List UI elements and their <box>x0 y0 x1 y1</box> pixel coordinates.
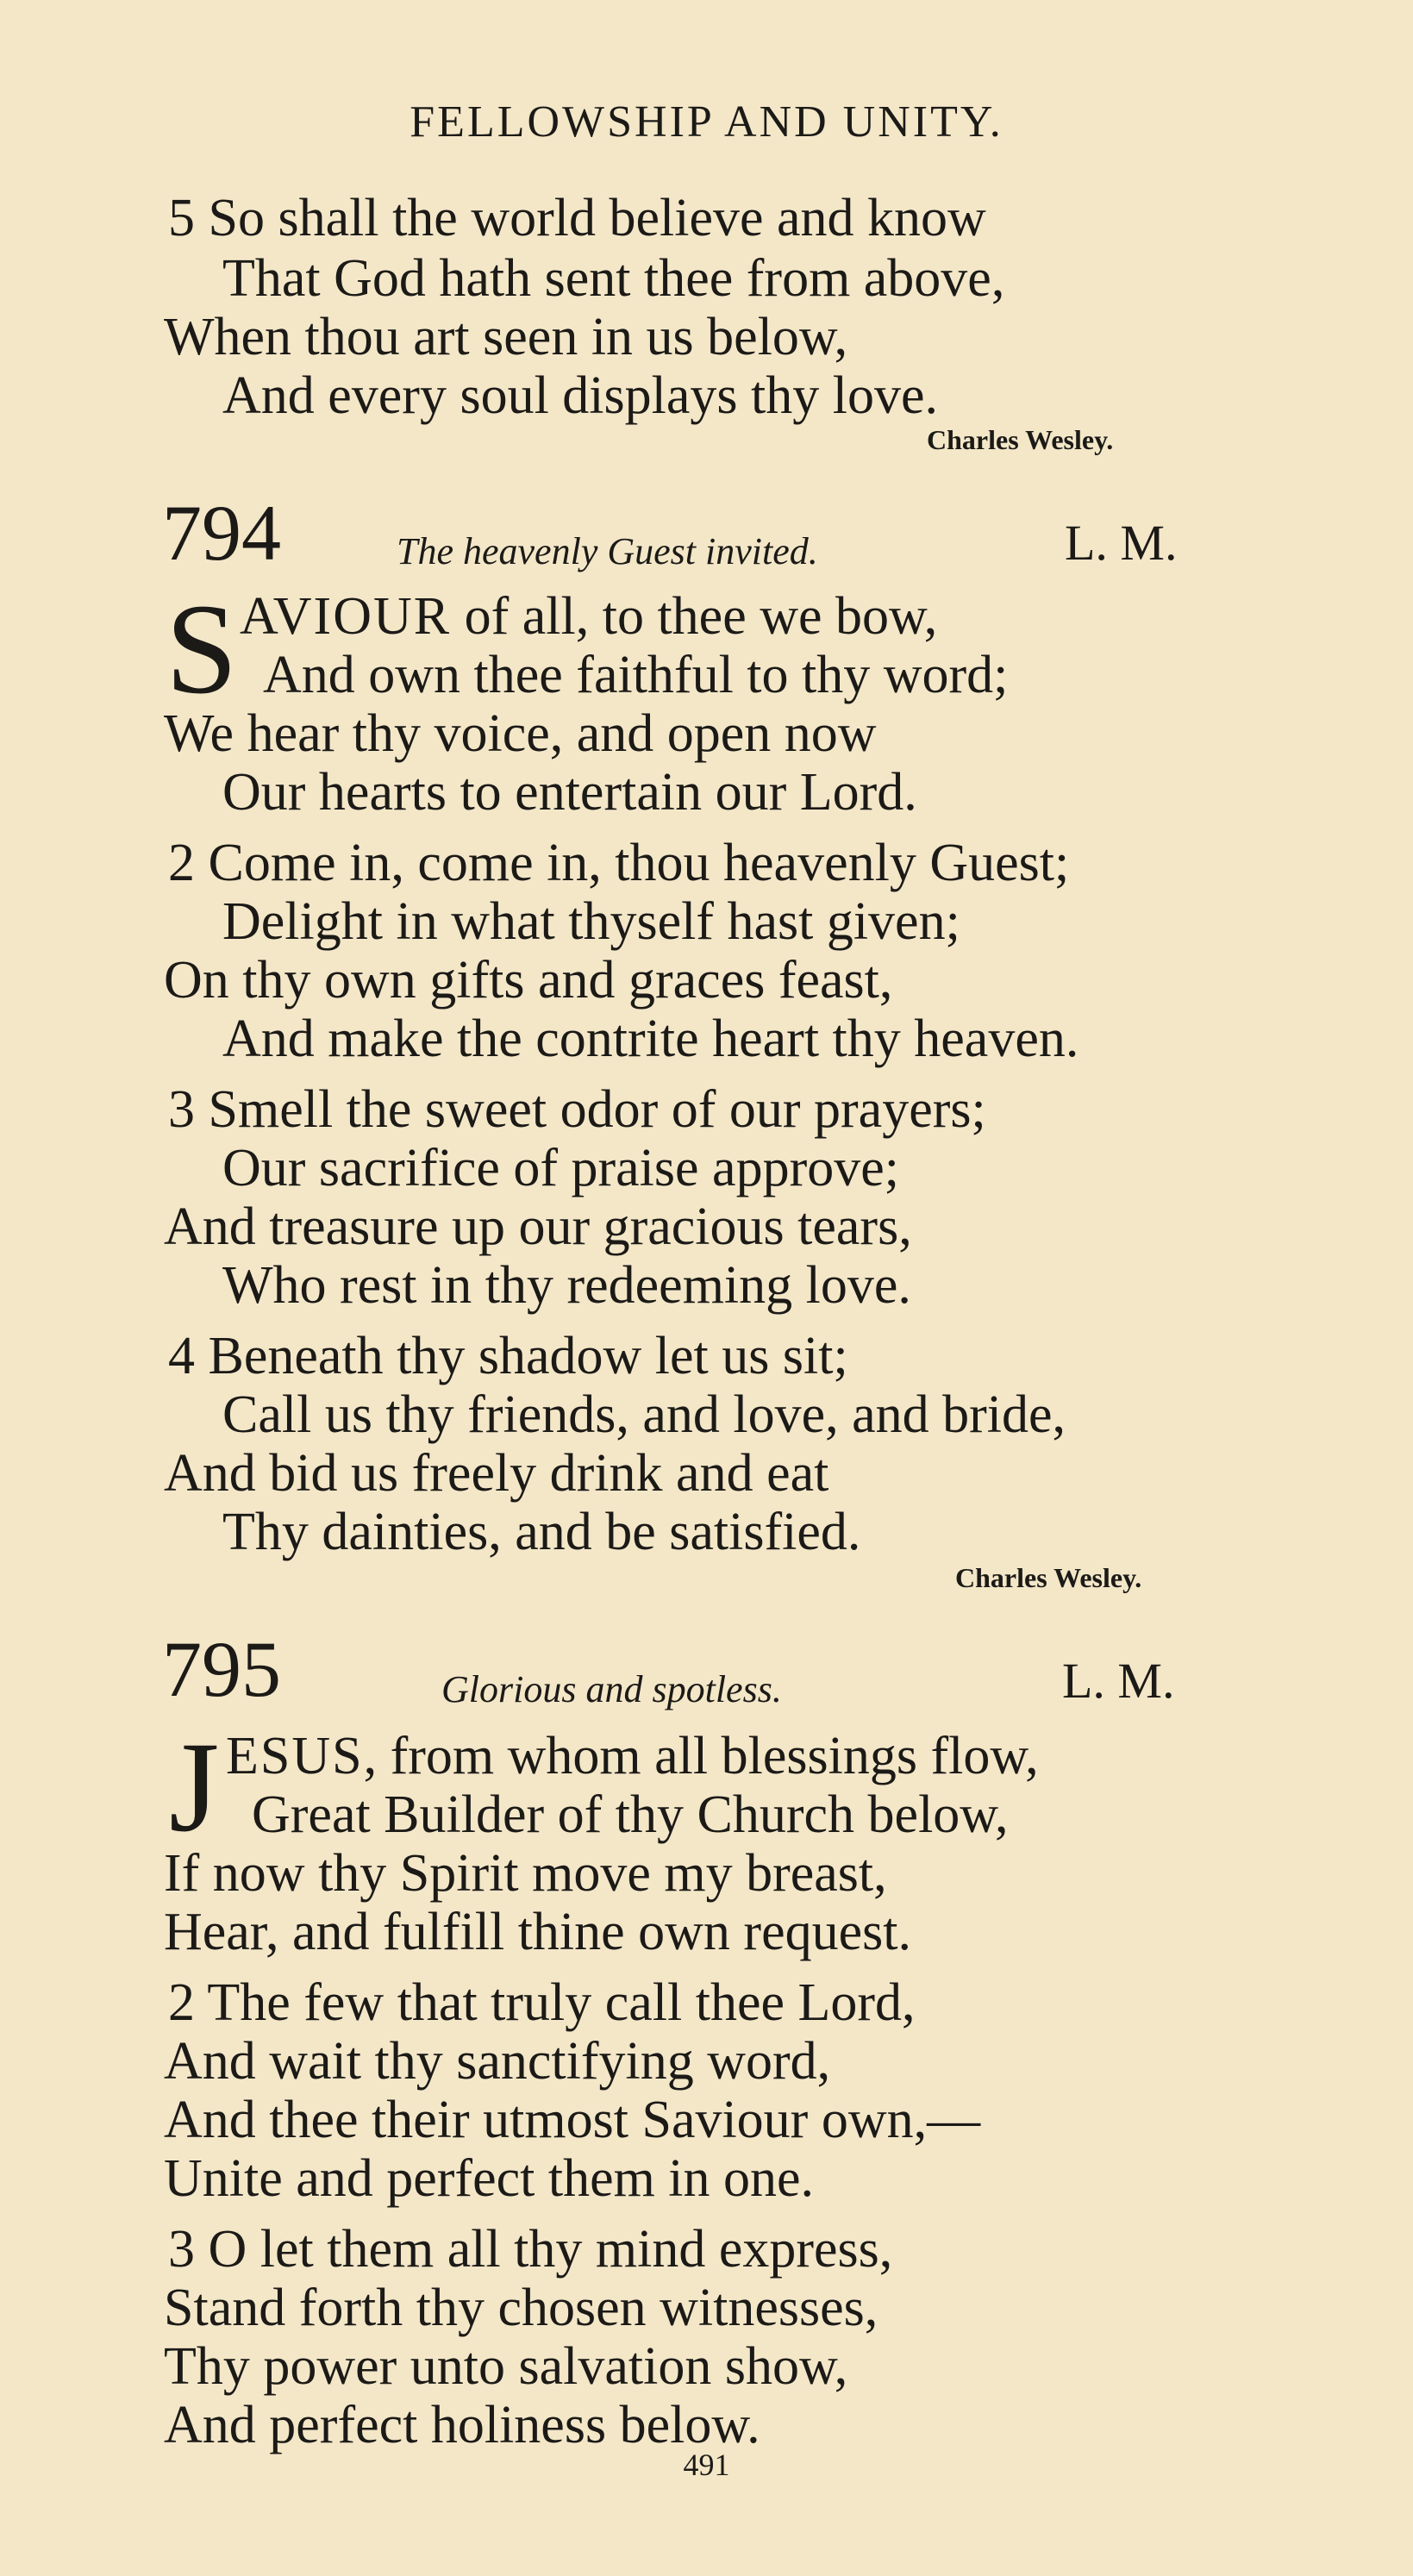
verse-line: Delight in what thyself hast given; <box>222 892 960 951</box>
hymn-number: 794 <box>162 489 281 577</box>
verse-line: And thee their utmost Saviour own,— <box>164 2091 981 2149</box>
verse-line: Thy dainties, and be satisfied. <box>222 1503 861 1561</box>
verse-line: If now thy Spirit move my breast, <box>164 1844 887 1903</box>
verse-line: And perfect holiness below. <box>164 2396 760 2454</box>
page-number: 491 <box>683 2448 730 2482</box>
hymn-title: The heavenly Guest invited. <box>397 530 818 572</box>
verse-line: 3 O let them all thy mind express, <box>168 2220 893 2279</box>
drop-capital: S <box>166 578 238 721</box>
author-attribution: Charles Wesley. <box>927 424 1114 455</box>
verse-line: And wait thy sanctifying word, <box>164 2032 831 2091</box>
first-word-caps: AVIOUR <box>240 587 452 646</box>
verse-line: 2 The few that truly call thee Lord, <box>168 1973 916 2032</box>
verse-line: And every soul displays thy love. <box>222 366 939 425</box>
verse-line: On thy own gifts and graces feast, <box>164 951 893 1010</box>
verse-line: Call us thy friends, and love, and bride, <box>222 1385 1066 1444</box>
hymn-meter: L. M. <box>1065 515 1178 571</box>
first-word-caps: ESUS <box>226 1727 364 1785</box>
verse-line: Hear, and fulfill thine own request. <box>164 1903 911 1961</box>
verse-line: 2 Come in, come in, thou heavenly Guest; <box>168 834 1070 892</box>
author-attribution: Charles Wesley. <box>955 1562 1142 1593</box>
hymn-meter: L. M. <box>1062 1653 1175 1709</box>
verse-line: That God hath sent thee from above, <box>222 249 1005 308</box>
hymn-title: Glorious and spotless. <box>441 1668 782 1710</box>
verse-line: When thou art seen in us below, <box>164 308 848 366</box>
hymn-number: 795 <box>162 1625 281 1713</box>
verse-line: And own thee faithful to thy word; <box>263 646 1009 704</box>
running-head: FELLOWSHIP AND UNITY. <box>410 97 1003 147</box>
verse-line: Great Builder of thy Church below, <box>252 1785 1009 1844</box>
verse-line: Unite and perfect them in one. <box>164 2149 815 2208</box>
drop-capital: J <box>169 1716 220 1859</box>
verse-line: Our hearts to entertain our Lord. <box>222 763 917 822</box>
first-line-rest: of all, to thee we bow, <box>451 587 938 646</box>
verse-line: Thy power unto salvation show, <box>164 2337 848 2396</box>
verse-line: Stand forth thy chosen witnesses, <box>164 2279 878 2337</box>
first-line-rest: , from whom all blessings flow, <box>363 1727 1039 1785</box>
verse-line: 4 Beneath thy shadow let us sit; <box>168 1327 848 1385</box>
verse-line: 3 Smell the sweet odor of our prayers; <box>168 1080 986 1139</box>
verse-line: And bid us freely drink and eat <box>164 1444 829 1503</box>
verse-line: And treasure up our gracious tears, <box>164 1197 912 1256</box>
first-line <box>226 1729 1039 1783</box>
verse-line: We hear thy voice, and open now <box>164 704 877 763</box>
verse-line: And make the contrite heart thy heaven. <box>222 1010 1079 1068</box>
first-line <box>240 587 938 646</box>
verse-line: Our sacrifice of praise approve; <box>222 1139 899 1197</box>
verse-line: 5 So shall the world believe and know <box>168 189 986 247</box>
verse-line: Who rest in thy redeeming love. <box>222 1256 911 1315</box>
